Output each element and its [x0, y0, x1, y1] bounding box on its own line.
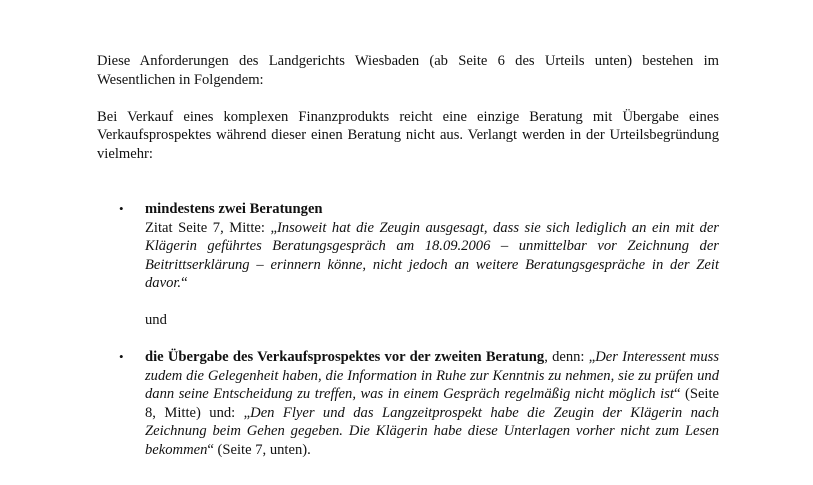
bullet-icon: • [119, 349, 124, 364]
text-segment: , denn: „ [544, 349, 596, 365]
text-segment: “ (Seite 8, Mitte) und: „ [145, 386, 720, 421]
item-citation [145, 219, 719, 293]
item-body [145, 348, 719, 459]
connector-text: und [145, 312, 167, 328]
item-heading-text: mindestens zwei Beratungen [145, 201, 323, 217]
citation-suffix: “ [181, 275, 188, 291]
citation-quote: Insoweit hat die Zeugin ausgesagt, dass sie sich lediglich an ein mit der Klägerin geführtes Beratungsgespräch am 18.09.2006 – unmittelbar vor Zeichnung der Beitrittserklärung – erinnern könne, nicht jedoch an weitere Beratungsgespräche in der Zeit davor. [145, 219, 719, 291]
citation-quote: Der Interessent muss zudem die Gelegenheit haben, die Information in Ruhe zur Kenntnis zu nehmen, sie zu prüfen und dann seine Entscheidung zu treffen, was in einem Gespräch regelmäßig nicht möglich ist [145, 349, 719, 402]
bullet-icon: • [119, 201, 124, 216]
list-item [119, 348, 720, 459]
document-page [97, 52, 719, 459]
citation-prefix: Zitat Seite 7, Mitte: „ [145, 219, 277, 236]
list-item [119, 200, 719, 330]
citation-quote: Den Flyer und das Langzeitprospekt habe die Zeugin der Klägerin nach Zeichnung beim Gehen gegeben. Die Klägerin habe diese Unterlagen vorher nicht zum Lesen bekommen [145, 404, 719, 458]
requirements-list [97, 200, 719, 459]
requirement-paragraph: Bei Verkauf eines komplexen Finanzprodukts reicht eine einzige Beratung mit Übergabe eines Verkaufsprospektes während dieser einen Beratung nicht aus. Verlangt werden in der Urteilsbegründung vielmehr: [97, 108, 719, 162]
text-segment: “ (Seite 7, unten). [207, 441, 311, 458]
item-heading [145, 200, 719, 219]
item-heading-text: die Übergabe des Verkaufsprospektes vor der zweiten Beratung [145, 349, 545, 365]
intro-paragraph: Diese Anforderungen des Landgerichts Wiesbaden (ab Seite 6 des Urteils unten) bestehen im Wesentlichen in Folgendem: [97, 53, 719, 88]
